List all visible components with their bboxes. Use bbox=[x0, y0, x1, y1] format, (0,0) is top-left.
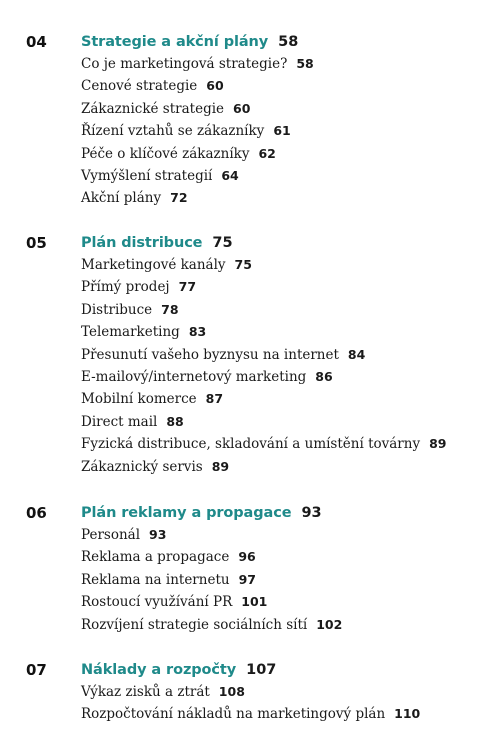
entry-page-number: 110 bbox=[394, 706, 421, 722]
toc-entry[interactable] bbox=[81, 524, 342, 546]
chapter-page-number: 93 bbox=[301, 505, 322, 521]
entry-title: Zákaznický servis bbox=[81, 458, 203, 475]
entry-page-number: 89 bbox=[211, 458, 230, 474]
entry-title: Personál bbox=[81, 527, 141, 543]
toc-entry[interactable] bbox=[81, 75, 314, 97]
entry-page-number: 101 bbox=[241, 594, 268, 610]
chapter-page-number: 75 bbox=[212, 235, 233, 251]
entry-title: Reklama na internetu bbox=[81, 571, 230, 588]
toc-entry[interactable] bbox=[81, 143, 314, 165]
toc-entry[interactable] bbox=[81, 388, 447, 410]
entry-page-number: 89 bbox=[429, 436, 447, 452]
toc-entry[interactable] bbox=[81, 299, 447, 321]
entry-title: Zákaznické strategie bbox=[81, 100, 225, 117]
entry-title: Řízení vztahů se zákazníky bbox=[81, 123, 265, 140]
chapter-heading[interactable] bbox=[81, 31, 298, 53]
toc-entry[interactable] bbox=[81, 187, 314, 209]
entry-page-number: 62 bbox=[258, 145, 276, 161]
toc-entry[interactable] bbox=[81, 614, 342, 636]
chapter-heading[interactable] bbox=[81, 502, 322, 524]
chapter-page-number: 107 bbox=[246, 662, 277, 678]
entry-title: E-mailový/internetový marketing bbox=[81, 368, 307, 385]
toc-entry[interactable] bbox=[81, 591, 342, 613]
entry-title: Fyzická distribuce, skladování a umístění továrny bbox=[81, 436, 421, 453]
entry-title: Rozvíjení strategie sociálních sítí bbox=[81, 616, 308, 633]
entry-title: Mobilní komerce bbox=[81, 391, 197, 408]
entry-page-number: 108 bbox=[218, 684, 245, 699]
entry-title: Distribuce bbox=[81, 301, 153, 318]
toc-entry[interactable] bbox=[81, 276, 447, 298]
chapter-number: 06 bbox=[26, 504, 47, 522]
entry-page-number: 88 bbox=[166, 413, 184, 429]
entry-title: Reklama a propagace bbox=[81, 549, 230, 566]
entry-page-number: 97 bbox=[238, 571, 256, 587]
entry-page-number: 78 bbox=[161, 301, 179, 317]
entry-page-number: 60 bbox=[206, 78, 224, 94]
toc-entry[interactable] bbox=[81, 703, 420, 725]
entry-page-number: 93 bbox=[149, 527, 167, 542]
chapter-entries bbox=[81, 53, 314, 210]
toc-entry[interactable] bbox=[81, 411, 447, 433]
toc-entry[interactable] bbox=[81, 456, 447, 478]
chapter-title: Plán reklamy a propagace bbox=[81, 505, 292, 521]
entry-title: Direct mail bbox=[81, 413, 158, 430]
toc-entry[interactable] bbox=[81, 120, 314, 142]
entry-page-number: 75 bbox=[234, 257, 252, 272]
entry-page-number: 83 bbox=[188, 324, 207, 340]
entry-page-number: 58 bbox=[296, 56, 314, 71]
entry-title: Přesunutí vašeho byznysu na internet bbox=[81, 346, 339, 363]
toc-entry[interactable] bbox=[81, 53, 314, 75]
entry-title: Telemarketing bbox=[81, 324, 180, 341]
entry-page-number: 77 bbox=[178, 279, 197, 295]
toc-entry[interactable] bbox=[81, 366, 447, 388]
chapter-title: Strategie a akční plány bbox=[81, 34, 269, 50]
entry-page-number: 61 bbox=[273, 123, 291, 139]
entry-title: Cenové strategie bbox=[81, 78, 198, 95]
entry-title: Přímý prodej bbox=[81, 279, 170, 296]
chapter-number: 04 bbox=[26, 33, 47, 51]
entry-title: Rostoucí využívání PR bbox=[81, 594, 233, 611]
entry-title: Akční plány bbox=[81, 190, 162, 207]
toc-entry[interactable] bbox=[81, 433, 447, 455]
entry-page-number: 87 bbox=[205, 391, 224, 407]
toc-entry[interactable] bbox=[81, 165, 314, 187]
entry-page-number: 102 bbox=[316, 616, 343, 632]
toc-entry[interactable] bbox=[81, 98, 314, 120]
chapter-title: Náklady a rozpočty bbox=[81, 662, 237, 678]
entry-title: Rozpočtování nákladů na marketingový plán bbox=[81, 706, 386, 723]
chapter-number: 07 bbox=[26, 661, 47, 679]
chapter-title: Plán distribuce bbox=[81, 235, 203, 251]
toc-entry[interactable] bbox=[81, 321, 447, 343]
entry-title: Péče o klíčové zákazníky bbox=[81, 145, 250, 162]
entry-title: Co je marketingová strategie? bbox=[81, 56, 288, 72]
entry-page-number: 84 bbox=[347, 346, 366, 362]
entry-page-number: 72 bbox=[170, 190, 188, 206]
toc-entry[interactable] bbox=[81, 569, 342, 591]
chapter-number: 05 bbox=[26, 234, 47, 252]
toc-entry[interactable] bbox=[81, 681, 420, 703]
chapter-page-number: 58 bbox=[278, 34, 299, 50]
chapter-entries bbox=[81, 681, 420, 726]
entry-title: Marketingové kanály bbox=[81, 257, 226, 273]
entry-title: Výkaz zisků a ztrát bbox=[81, 684, 210, 700]
chapter-entries bbox=[81, 524, 342, 636]
toc-entry[interactable] bbox=[81, 546, 342, 568]
toc-entry[interactable] bbox=[81, 254, 447, 276]
entry-page-number: 96 bbox=[238, 549, 256, 565]
entry-title: Vymýšlení strategií bbox=[81, 167, 213, 184]
chapter-heading[interactable] bbox=[81, 659, 276, 681]
entry-page-number: 64 bbox=[221, 167, 239, 183]
chapter-heading[interactable] bbox=[81, 232, 233, 254]
chapter-entries bbox=[81, 254, 447, 478]
entry-page-number: 86 bbox=[315, 368, 333, 384]
entry-page-number: 60 bbox=[233, 100, 251, 116]
toc-entry[interactable] bbox=[81, 344, 447, 366]
